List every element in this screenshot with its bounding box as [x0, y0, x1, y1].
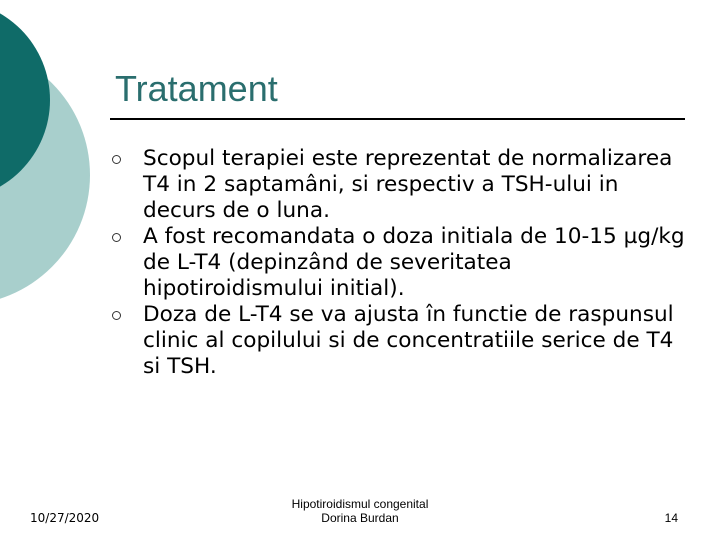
footer-presentation-info: [260, 497, 460, 525]
bullet-text: Scopul terapiei este reprezentat de normalizarea T4 in 2 saptamâni, si respectiv a TSH-ului in decurs de o luna.: [143, 146, 673, 223]
bullet-item: [112, 224, 692, 302]
bullet-item: [112, 302, 692, 380]
bullet-text: A fost recomandata o doza initiala de 10-15 µg/kg de L-T4 (depinzând de severitatea hipotiroidismului initial).: [143, 224, 685, 301]
footer-subject: Hipotiroidismul congenital: [291, 497, 429, 511]
hollow-circle-bullet-icon: [112, 233, 121, 242]
slide-number: 14: [664, 511, 678, 525]
decorative-circles: [0, 0, 120, 300]
hollow-circle-bullet-icon: [112, 311, 121, 320]
footer-date: 10/27/2020: [30, 511, 100, 525]
bullet-text: Doza de L-T4 se va ajusta în functie de raspunsul clinic al copilului si de concentratiile serice de T4 si TSH.: [143, 302, 674, 379]
hollow-circle-bullet-icon: [112, 155, 121, 164]
bullet-list: [112, 146, 692, 380]
footer-author: Dorina Burdan: [321, 511, 399, 525]
slide-title: Tratament: [115, 68, 278, 109]
title-underline: [110, 118, 685, 120]
bullet-item: [112, 146, 692, 224]
